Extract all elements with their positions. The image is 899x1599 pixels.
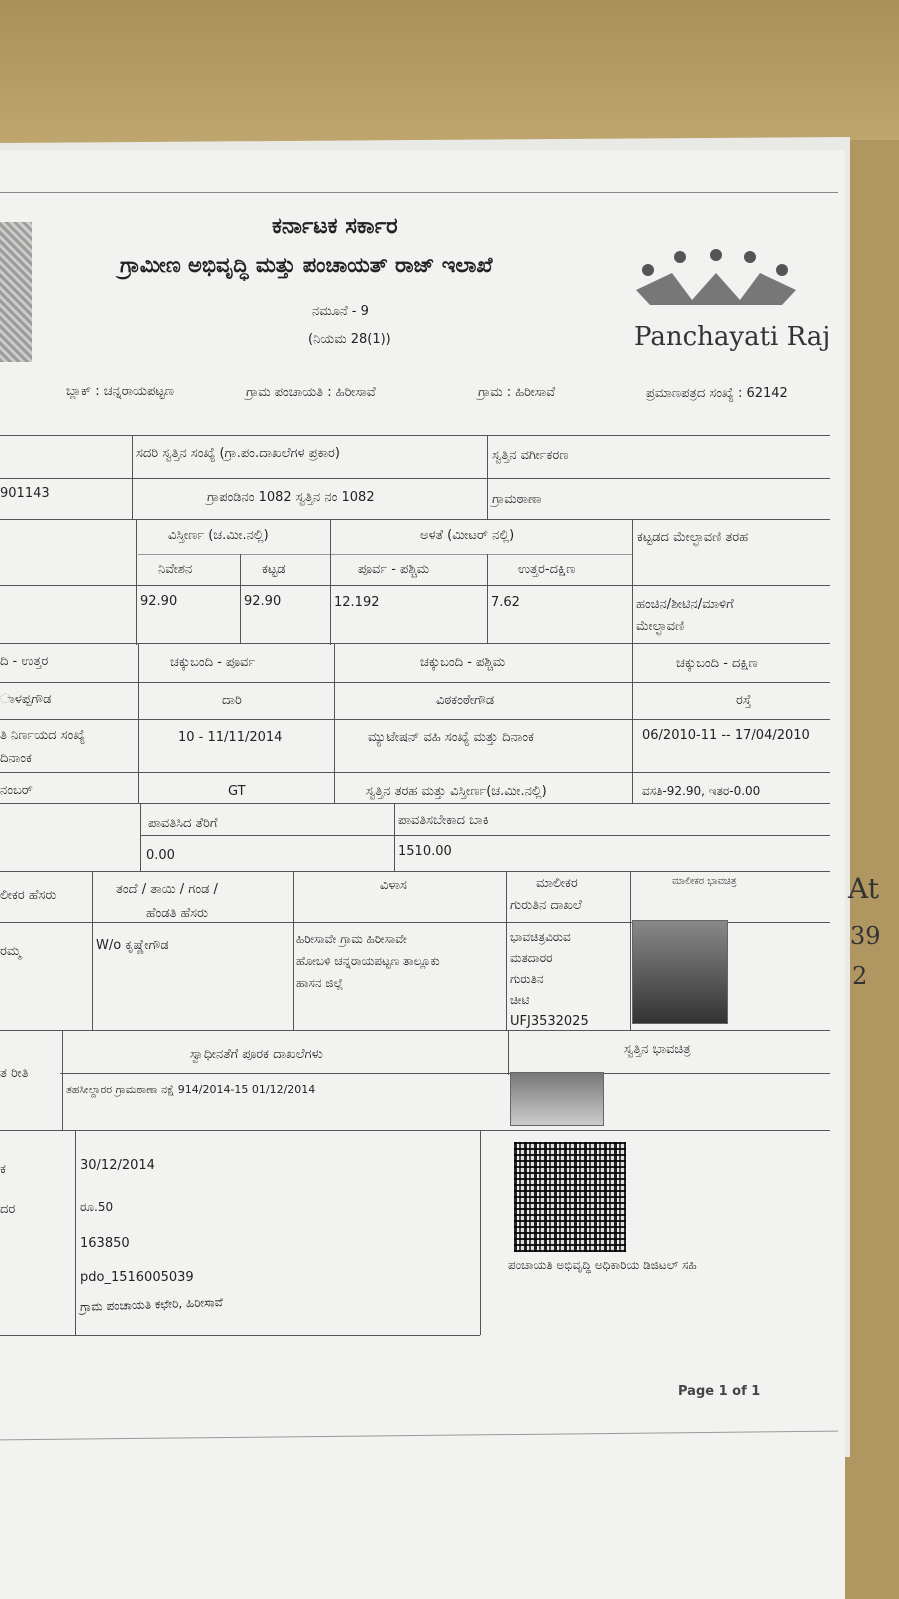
header-site: ನಿವೇಶನ <box>158 562 193 577</box>
village-name: ಗ್ರಾಮ : ಹಿರೀಸಾವೆ <box>478 385 556 400</box>
owner-id-line3: ಗುರುತಿನ <box>510 972 544 986</box>
supporting-document: ತಹಸೀಲ್ದಾರರ ಗ್ರಾಮಠಾಣಾ ನಕ್ಷೆ 914/2014-15 01/12/2014 <box>66 1083 316 1096</box>
header-address: ವಿಳಾಸ <box>380 878 407 893</box>
roof-type-line2: ಮೇಲ್ಛಾವಣಿ <box>636 619 685 634</box>
number-value: GT <box>228 784 246 799</box>
footer-label1: ಕ <box>0 1162 6 1177</box>
header-owner-name: ಲೀಕರ ಹೆಸರು <box>0 888 57 903</box>
header-relation-line1: ತಂದೆ / ತಾಯಿ / ಗಂಡ / <box>116 882 218 897</box>
property-type: ವಸತಿ-92.90, ಇತರ-0.00 <box>642 784 761 798</box>
header-tax-paid: ಪಾವತಿಸಿದ ತೆರಿಗೆ <box>148 816 218 831</box>
north-south-length: 7.62 <box>491 595 520 610</box>
state-emblem-icon <box>0 222 32 362</box>
mutation-number: 06/2010-11 -- 17/04/2010 <box>642 728 810 743</box>
header-west: ಚಕ್ಕುಬಂದಿ - ಪಶ್ಚಿಮ <box>420 655 506 670</box>
pdo-id: pdo_1516005039 <box>80 1270 194 1285</box>
margin-note-2: 39 <box>850 922 881 950</box>
property-number: ಗ್ರಾಪಂಡಿನಂ 1082 ಸ್ವತ್ತಿನ ನಂ 1082 <box>207 490 375 505</box>
owner-relation: W/o ಕೃಷ್ಣೇಗೌಡ <box>96 938 169 953</box>
east-west-length: 12.192 <box>334 595 380 610</box>
header-building: ಕಟ್ಟಡ <box>262 562 286 577</box>
header-resolution-line1: ತಿ ನಿರ್ಣಯದ ಸಂಖ್ಯೆ <box>0 728 86 743</box>
header-number: ನಂಬರ್ <box>0 783 33 798</box>
owner-id-line1: ಭಾವಚಿತ್ರವಿರುವ <box>510 930 571 944</box>
header-resolution-line2: ದಿನಾಂಕ <box>0 751 32 766</box>
property-photo <box>510 1072 604 1126</box>
logo-text: Panchayati Raj <box>634 322 831 352</box>
form-number: ನಮೂನೆ - 9 <box>312 304 369 319</box>
page-number: Page 1 of 1 <box>678 1384 761 1399</box>
header-property-number: ಸದರಿ ಸ್ವತ್ತಿನ ಸಂಖ್ಯೆ (ಗ್ರಾ.ಪಂ.ದಾಖಲೆಗಳ ಪ್ರಕಾರ) <box>136 446 340 461</box>
id-partial: 901143 <box>0 486 50 501</box>
block-name: ಬ್ಲಾಕ್ : ಚನ್ನರಾಯಪಟ್ಟಣ <box>66 384 174 399</box>
header-east: ಚಕ್ಕುಬಂದಿ - ಪೂರ್ವ <box>170 655 256 670</box>
header-acquisition-method: ತ ರೀತಿ <box>0 1066 29 1081</box>
header-mutation: ಮ್ಯುಟೇಷನ್ ವಹಿ ಸಂಖ್ಯೆ ಮತ್ತು ದಿನಾಂಕ <box>368 730 534 745</box>
header-measurement: ಅಳತೆ (ಮೀಟರ್ ನಲ್ಲಿ) <box>420 528 515 543</box>
desk-surface <box>0 0 899 150</box>
owner-address-line1: ಹಿರೀಸಾವೇ ಗ್ರಾಮ ಹಿರೀಸಾವೇ <box>296 932 407 946</box>
east-boundary: ದಾರಿ <box>222 693 242 708</box>
issue-date: 30/12/2014 <box>80 1158 155 1173</box>
header-supporting-docs: ಸ್ವಾಧೀನತೆಗೆ ಪೂರಕ ದಾಖಲೆಗಳು <box>190 1047 323 1062</box>
header-tax-due: ಪಾವತಿಸಬೇಕಾದ ಬಾಕಿ <box>398 813 489 828</box>
header-south: ಚಕ್ಕುಬಂದಿ - ದಕ್ಷಿಣ <box>676 656 758 671</box>
margin-note-3: 2 <box>852 962 868 990</box>
certificate-page <box>0 150 845 1599</box>
gp-name: ಗ್ರಾಮ ಪಂಚಾಯತಿ : ಹಿರೀಸಾವೆ <box>246 385 376 400</box>
site-area: 92.90 <box>140 594 178 609</box>
roof-type-line1: ಹಂಚಿನ/ಶೀಟಿನ/ಮಾಳಿಗೆ <box>636 597 734 612</box>
header-classification: ಸ್ವತ್ತಿನ ವರ್ಗೀಕರಣ <box>492 448 569 463</box>
receipt-number: 163850 <box>80 1236 130 1251</box>
header-roof-type: ಕಟ್ಟಡದ ಮೇಲ್ಛಾವಣಿ ತರಹ <box>637 530 749 545</box>
building-area: 92.90 <box>244 594 282 609</box>
qr-code-icon <box>514 1142 626 1252</box>
header-north-south: ಉತ್ತರ-ದಕ್ಷಿಣ <box>518 562 576 577</box>
digital-signature-label: ಪಂಚಾಯತಿ ಅಭಿವೃದ್ಧಿ ಅಧಿಕಾರಿಯ ಡಿಜಿಟಲ್ ಸಹಿ <box>508 1258 697 1272</box>
south-boundary: ರಸ್ತೆ <box>736 693 752 708</box>
fee: ರೂ.50 <box>80 1200 114 1214</box>
owner-id-line2: ಮತದಾರರ <box>510 951 553 965</box>
classification: ಗ್ರಾಮಠಾಣಾ <box>492 492 542 507</box>
footer-label2: ದರ <box>0 1202 16 1217</box>
panchayati-raj-logo-icon <box>632 245 800 325</box>
header-property-type: ಸ್ವತ್ತಿನ ತರಹ ಮತ್ತು ವಿಸ್ತೀರ್ಣ(ಚ.ಮೀ.ನಲ್ಲಿ) <box>366 784 547 799</box>
tax-paid: 0.00 <box>146 848 175 863</box>
owner-photo <box>632 920 728 1024</box>
margin-note-1: At <box>848 872 879 905</box>
north-boundary: ಾಳಪ್ಪಗೌಡ <box>0 692 52 707</box>
department-title: ಗ್ರಾಮೀಣ ಅಭಿವೃದ್ಧಿ ಮತ್ತು ಪಂಚಾಯತ್ ರಾಜ್ ಇಲಾಖೆ <box>120 253 493 277</box>
header-relation-line2: ಹೆಂಡತಿ ಹೆಸರು <box>146 906 209 921</box>
header-owner-photo: ಮಾಲೀಕರ ಭಾವಚಿತ್ರ <box>672 876 737 887</box>
header-extent: ವಿಸ್ತೀರ್ಣ (ಚ.ಮೀ.ನಲ್ಲಿ) <box>168 528 269 543</box>
owner-id-line4: ಚೀಟಿ <box>510 993 530 1007</box>
tax-due: 1510.00 <box>398 844 452 859</box>
resolution-number: 10 - 11/11/2014 <box>178 730 283 745</box>
header-east-west: ಪೂರ್ವ - ಪಶ್ಚಿಮ <box>358 562 430 577</box>
owner-address-line3: ಹಾಸನ ಜಿಲ್ಲೆ <box>296 976 344 990</box>
header-id-line2: ಗುರುತಿನ ದಾಖಲೆ <box>510 898 582 913</box>
header-north: ದಿ - ಉತ್ತರ <box>0 654 49 669</box>
govt-title: ಕರ್ನಾಟಕ ಸರ್ಕಾರ <box>272 214 398 239</box>
gp-office: ಗ್ರಾಮ ಪಂಚಾಯತಿ ಕಛೇರಿ, ಹಿರೀಸಾವೆ <box>79 1295 224 1314</box>
certificate-number: ಪ್ರಮಾಣಪತ್ರದ ಸಂಖ್ಯೆ : 62142 <box>646 386 788 401</box>
west-boundary: ವಿಠಕಂಠೇಗೌಡ <box>436 693 495 708</box>
header-id-line1: ಮಾಲೀಕರ <box>536 876 578 891</box>
rule-number: (ನಿಯಮ 28(1)) <box>308 332 391 347</box>
header-property-photo: ಸ್ವತ್ತಿನ ಭಾವಚಿತ್ರ <box>624 1042 691 1057</box>
owner-id-number: UFJ3532025 <box>510 1014 589 1029</box>
owner-address-line2: ಹೋಬಳಿ ಚನ್ನರಾಯಪಟ್ಟಣ ತಾಲ್ಲೂಕು <box>296 954 440 968</box>
owner-name: ರಮ್ಮ <box>0 944 22 959</box>
